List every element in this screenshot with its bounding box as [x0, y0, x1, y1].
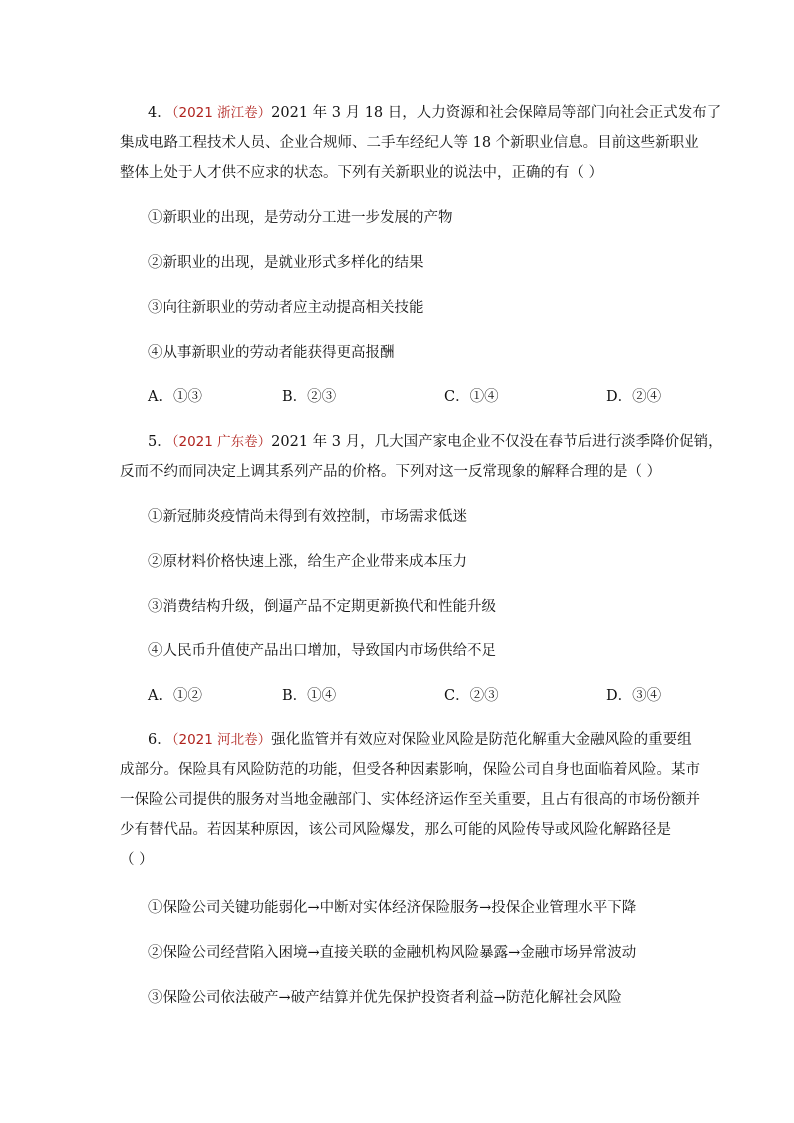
q4-stem-1: 2021 年 3 月 18 日，人力资源和社会保障局等部门向社会正式发布了	[271, 105, 722, 121]
q6-number: 6．	[148, 732, 172, 748]
q4-source-tag: （2021 浙江卷）	[171, 105, 272, 121]
q5-option-d: D．③④	[606, 688, 662, 704]
q5-statement-4: ④人民币升值使产品出口增加，导致国内市场供给不足	[148, 643, 496, 659]
q6-stem-1: 强化监管并有效应对保险业风险是防范化解重大金融风险的重要组	[271, 732, 692, 748]
q4-statement-3: ③向往新职业的劳动者应主动提高相关技能	[148, 300, 424, 316]
q5-source-tag: （2021 广东卷）	[171, 434, 272, 450]
q5-stem-2: 反而不约而同决定上调其系列产品的价格。下列对这一反常现象的解释合理的是（ ）	[120, 464, 662, 480]
q6-stem-5: （ ）	[120, 852, 154, 868]
q5-statement-3: ③消费结构升级，倒逼产品不定期更新换代和性能升级	[148, 599, 496, 615]
q5-option-a: A．①②	[148, 688, 202, 704]
q6-statement-1: ①保险公司关键功能弱化→中断对实体经济保险服务→投保企业管理水平下降	[148, 900, 637, 916]
q5-statement-2: ②原材料价格快速上涨，给生产企业带来成本压力	[148, 554, 467, 570]
q4-option-d: D．②④	[606, 389, 662, 405]
q6-statement-3: ③保险公司依法破产→破产结算并优先保护投资者利益→防范化解社会风险	[148, 990, 622, 1006]
q5-number: 5．	[148, 434, 172, 450]
q4-statement-2: ②新职业的出现，是就业形式多样化的结果	[148, 255, 424, 271]
q4-option-b: B．②③	[282, 389, 337, 405]
q4-statement-1: ①新职业的出现，是劳动分工进一步发展的产物	[148, 210, 453, 226]
q6-stem-3: 一保险公司提供的服务对当地金融部门、实体经济运作至关重要，且占有很高的市场份额并	[120, 792, 700, 808]
q5-stem-1: 2021 年 3 月，几大国产家电企业不仅没在春节后进行淡季降价促销，	[271, 434, 723, 450]
q5-statement-1: ①新冠肺炎疫情尚未得到有效控制，市场需求低迷	[148, 509, 467, 525]
q6-source-tag: （2021 河北卷）	[171, 732, 272, 748]
q4-statement-4: ④从事新职业的劳动者能获得更高报酬	[148, 345, 395, 361]
q5-line-1	[148, 432, 723, 452]
q6-statement-2: ②保险公司经营陷入困境→直接关联的金融机构风险暴露→金融市场异常波动	[148, 945, 637, 961]
q6-stem-2: 成部分。保险具有风险防范的功能，但受各种因素影响，保险公司自身也面临着风险。某市	[120, 762, 700, 778]
q5-option-b: B．①④	[282, 688, 337, 704]
q4-option-a: A．①③	[148, 389, 202, 405]
q4-option-c: C．①④	[444, 389, 499, 405]
q6-stem-4: 少有替代品。若因某种原因，该公司风险爆发，那么可能的风险传导或风险化解路径是	[120, 822, 671, 838]
q4-stem-3: 整体上处于人才供不应求的状态。下列有关新职业的说法中，正确的有（ ）	[120, 165, 604, 181]
q4-stem-2: 集成电路工程技术人员、企业合规师、二手车经纪人等 18 个新职业信息。目前这些新职业	[120, 135, 699, 151]
q5-option-c: C．②③	[444, 688, 499, 704]
q4-number: 4．	[148, 105, 172, 121]
q4-line-1	[148, 103, 721, 123]
q6-line-1	[148, 730, 692, 750]
